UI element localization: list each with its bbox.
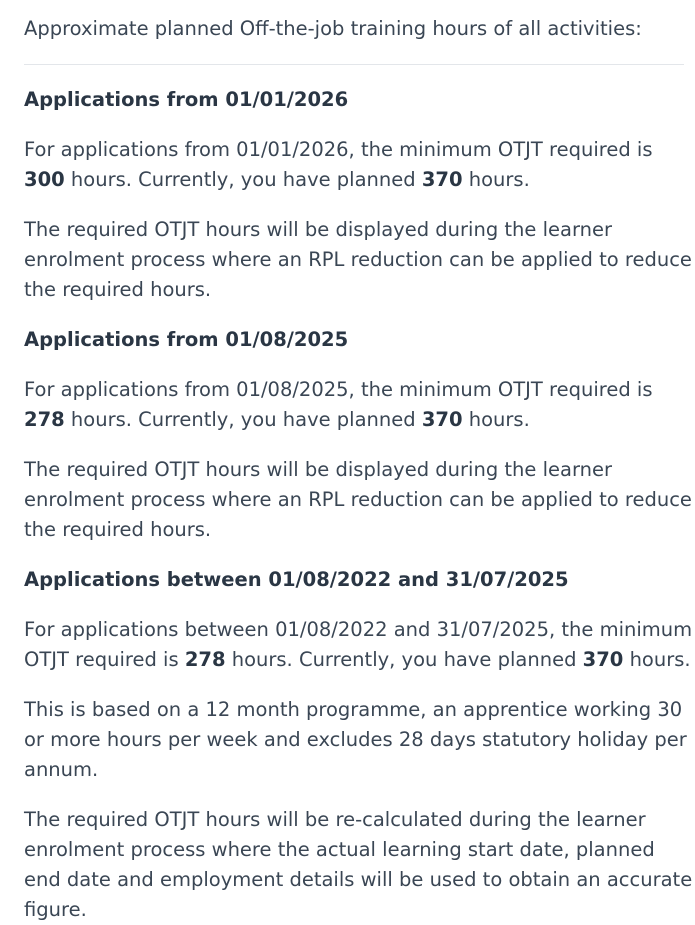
- rpl-note: The required OTJT hours will be displayed during the learner enrolment process where an RPL reduction can be applied to reduce the required hours.: [24, 218, 692, 301]
- requirement-text: For applications between 01/08/2022 and 31/07/2025, the minimum OTJT required is: [24, 618, 693, 671]
- planned-hours-value: 370: [421, 168, 463, 191]
- programme-basis-note: This is based on a 12 month programme, an apprentice working 30 or more hours per week and excludes 28 days statutory holiday per annum.: [24, 698, 687, 781]
- requirement-text: hours.: [462, 168, 530, 191]
- requirement-text: For applications from 01/01/2026, the minimum OTJT required is: [24, 138, 653, 161]
- requirement-text: hours. Currently, you have planned: [225, 648, 583, 671]
- divider: [24, 64, 684, 65]
- requirement-text: hours.: [462, 408, 530, 431]
- recalculation-note: The required OTJT hours will be re-calculated during the learner enrolment process where the actual learning start date, planned end date and employment details will be used to obtain an accurate figure.: [24, 808, 693, 921]
- planned-hours-value: 370: [582, 648, 624, 671]
- section-from-2025: [24, 325, 695, 545]
- requirement-paragraph: [24, 615, 695, 675]
- requirement-text: hours.: [623, 648, 691, 671]
- section-heading: Applications between 01/08/2022 and 31/07/2025: [24, 568, 569, 591]
- minimum-hours-value: 278: [184, 648, 226, 671]
- requirement-text: hours. Currently, you have planned: [64, 168, 422, 191]
- section-2022-to-2025: [24, 565, 695, 925]
- requirement-text: hours. Currently, you have planned: [64, 408, 422, 431]
- minimum-hours-value: 278: [24, 408, 65, 431]
- rpl-note: The required OTJT hours will be displayed during the learner enrolment process where an RPL reduction can be applied to reduce the required hours.: [24, 458, 692, 541]
- section-from-2026: [24, 85, 695, 305]
- intro-text: Approximate planned Off-the-job training hours of all activities:: [24, 17, 642, 40]
- section-heading: Applications from 01/08/2025: [24, 328, 349, 351]
- requirement-paragraph: [24, 135, 695, 195]
- requirement-text: For applications from 01/08/2025, the minimum OTJT required is: [24, 378, 653, 401]
- planned-hours-value: 370: [421, 408, 463, 431]
- section-heading: Applications from 01/01/2026: [24, 88, 349, 111]
- requirement-paragraph: [24, 375, 695, 435]
- minimum-hours-value: 300: [24, 168, 65, 191]
